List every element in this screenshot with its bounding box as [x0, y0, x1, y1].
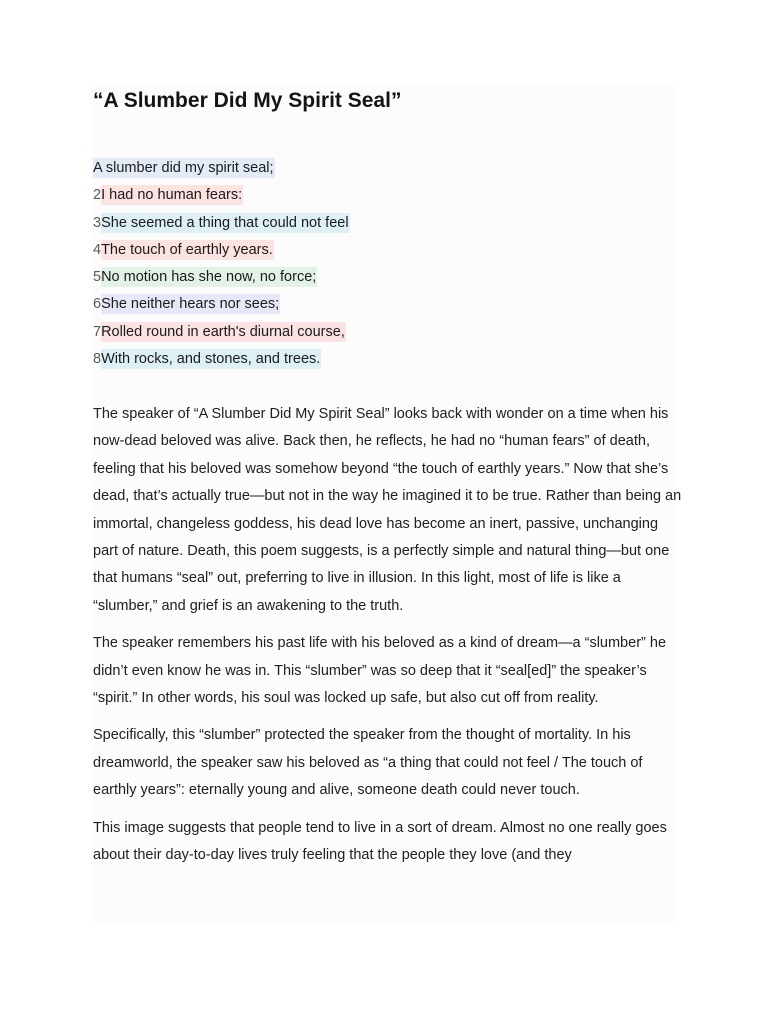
line-number: 3	[93, 214, 102, 231]
poem-line	[93, 155, 675, 182]
line-number: 2	[93, 187, 102, 204]
poem-line	[93, 291, 675, 318]
paragraph: The speaker remembers his past life with his beloved as a kind of dream—a “slumber” he didn’t even know he was in. This “slumber” was so deep that it “seal[ed]” the speaker’s “spirit.” In other words, his soul was locked up safe, but also cut off from reality.	[93, 635, 667, 707]
line-text: Rolled round in earth's diurnal course,	[101, 323, 345, 340]
line-number: 4	[93, 241, 102, 258]
paragraph: Specifically, this “slumber” protected the speaker from the thought of mortality. In his dreamworld, the speaker saw his beloved as “a thing that could not feel / The touch of earthly years”: eternally young and alive, someone death could never touch.	[93, 727, 643, 799]
poem-line	[93, 237, 675, 264]
line-text: No motion has she now, no force;	[101, 269, 317, 286]
poem-line	[93, 182, 675, 209]
poem-line	[93, 346, 675, 373]
line-text: The touch of earthly years.	[101, 241, 273, 258]
line-text: She neither hears nor sees;	[101, 296, 280, 313]
line-text: A slumber did my spirit seal;	[93, 160, 274, 176]
line-text: She seemed a thing that could not feel	[101, 214, 349, 231]
line-number: 6	[93, 296, 102, 313]
line-number: 7	[93, 323, 102, 340]
poem-lines	[93, 155, 675, 373]
line-text: With rocks, and stones, and trees.	[101, 351, 321, 368]
poem-line	[93, 319, 675, 346]
line-number: 8	[93, 351, 102, 368]
document-title: “A Slumber Did My Spirit Seal”	[93, 89, 402, 112]
line-number: 5	[93, 269, 102, 286]
paragraph: The speaker of “A Slumber Did My Spirit Seal” looks back with wonder on a time when his now-dead beloved was alive. Back then, he reflects, he had no “human fears” of death, feeling that his beloved was somehow beyond “the touch of earthly years.” Now that she’s dead, that’s actually true—but not in the way he imagined it to be true. Rather than being an immortal, changeless goddess, his dead love has become an inert, passive, unchanging part of nature. Death, this poem suggests, is a perfectly simple and natural thing—but one that humans “seal” out, preferring to live in illusion. In this light, most of life is like a “slumber,” and grief is an awakening to the truth.	[93, 406, 682, 614]
poem-line	[93, 210, 675, 237]
paragraph: This image suggests that people tend to live in a sort of dream. Almost no one really goes about their day-to-day lives truly feeling that the people they love (and they	[93, 819, 667, 864]
poem-line	[93, 264, 675, 291]
line-text: I had no human fears:	[101, 187, 243, 204]
analysis-text	[93, 401, 683, 880]
